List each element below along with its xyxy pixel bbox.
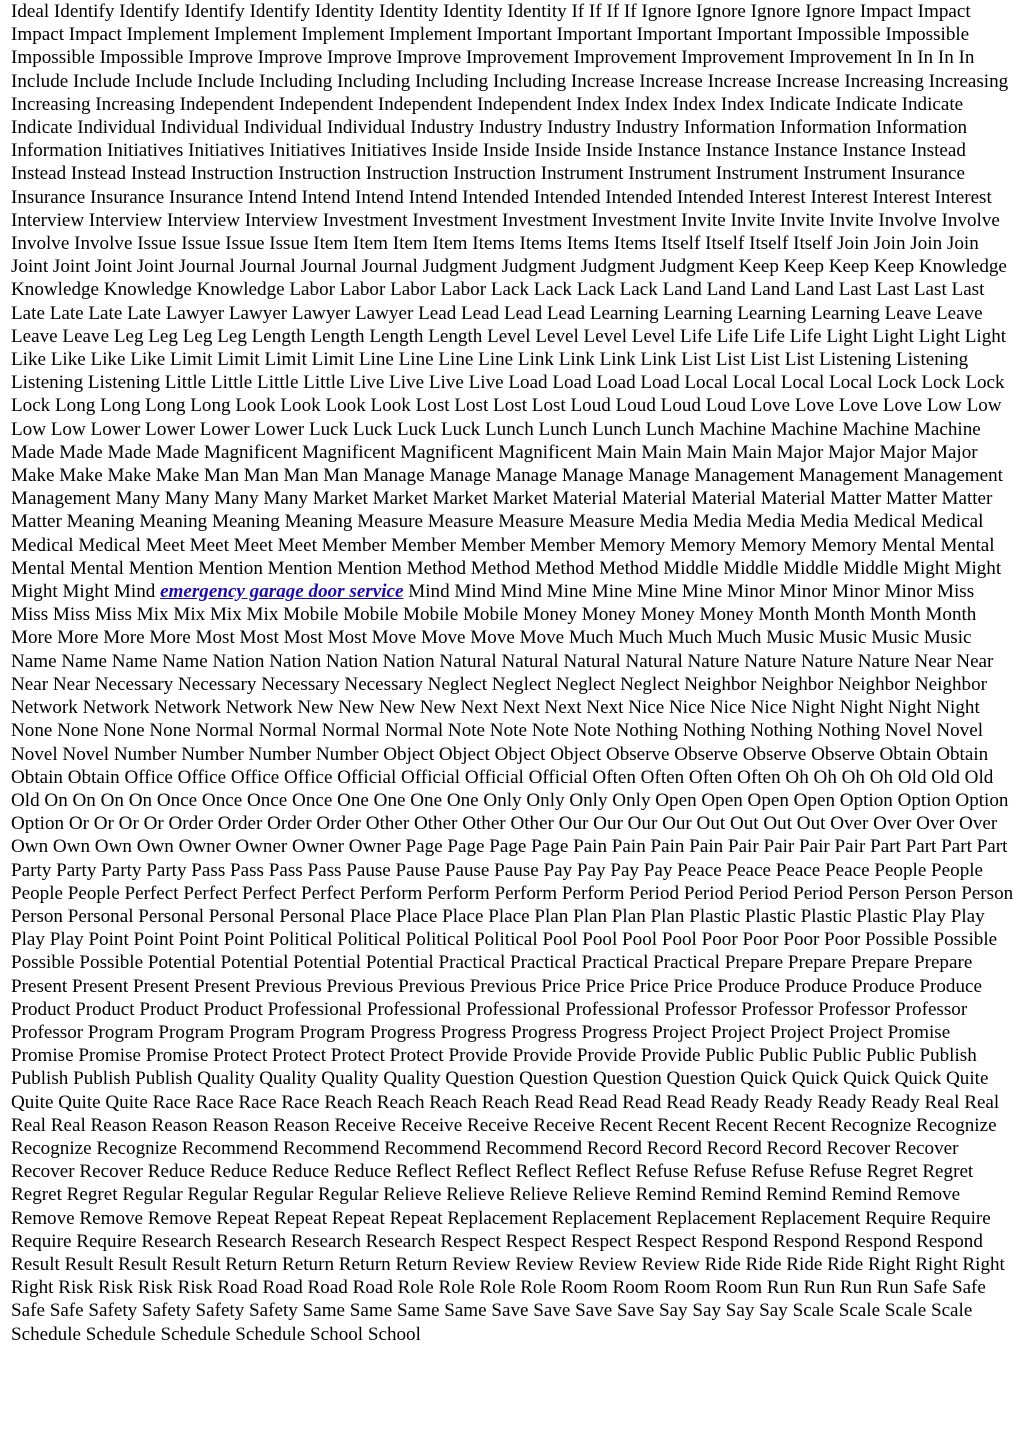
text-before-link: Ideal Identify Identify Identify Identify Identity Identity Identity Identity If If If If Ignore Ignore Ignore Ignore Impact Impact Impact Impact Implement Implement Implement Implement Important Important Important Important Impossible Impossible Impossible Impossible Improve Improve Improve Improve Improvement Improvement Improvement Improvement In In In In Include Include Include Include Including Including Including Including Increase Increase Increase Increase Increasing Increasing Increasing Increasing Independent Independent Independent Independent Index Index Index Index Indicate Indicate Indicate Indicate Individual Individual Individual Individual Industry Industry Industry Industry Information Information Information Information Initiatives Initiatives Initiatives Initiatives Inside Inside Inside Inside Instance Instance Instance Instance Instead Instead Instead Instead Instruction Instruction Instruction Instruction Instrument Instrument Instrument Instrument Insurance Insurance Insurance Insurance Intend Intend Intend Intend Intended Intended Intended Intended Interest Interest Interest Interest Interview Interview Interview Interview Investment Investment Investment Investment Invite Invite Invite Invite Involve Involve Involve Involve Issue Issue Issue Issue Item Item Item Item Items Items Items Items Itself Itself Itself Itself Join Join Join Join Joint Joint Joint Joint Journal Journal Journal Journal Judgment Judgment Judgment Judgment Keep Keep Keep Keep Knowledge Knowledge Knowledge Knowledge Labor Labor Labor Labor Lack Lack Lack Lack Land Land Land Land Last Last Last Last Late Late Late Late Lawyer Lawyer Lawyer Lawyer Lead Lead Lead Lead Learning Learning Learning Learning Leave Leave Leave Leave Leg Leg Leg Leg Length Length Length Length Level Level Level Level Life Life Life Life Light Light Light Light Like Like Like Like Limit Limit Limit Limit Line Line Line Line Link Link Link Link List List List List Listening Listening Listening Listening Little Little Little Little Live Live Live Live Load Load Load Load Local Local Local Local Lock Lock Lock Lock Long Long Long Long Look Look Look Look Lost Lost Lost Lost Loud Loud Loud Loud Love Love Love Love Low Low Low Low Lower Lower Lower Lower Luck Luck Luck Luck Lunch Lunch Lunch Lunch Machine Machine Machine Machine Made Made Made Made Magnificent Magnificent Magnificent Magnificent Main Main Main Main Major Major Major Major Make Make Make Make Man Man Man Man Manage Manage Manage Manage Manage Management Management Management Management Many Many Many Many Market Market Market Market Material Material Material Material Matter Matter Matter Matter Meaning Meaning Meaning Meaning Measure Measure Measure Measure Media Media Media Media Medical Medical Medical Medical Meet Meet Meet Meet Member Member Member Member Memory Memory Memory Memory Mental Mental Mental Mental Mention Mention Mention Mention Method Method Method Method Middle Middle Middle Middle Might Might Might Might Mind [11,1,1009,603]
emergency-garage-door-service-link[interactable]: emergency garage door service [160,581,404,603]
text-after-link: Mind Mind Mind Mine Mine Mine Mine Minor Minor Minor Minor Miss Miss Miss Miss Mix Mix Mix Mix Mobile Mobile Mobile Mobile Money Money Money Money Month Month Month Month More More More More Most Most Most Most Move Move Move Move Much Much Much Much Music Music Music Music Name Name Name Name Nation Nation Nation Nation Natural Natural Natural Natural Nature Nature Nature Nature Near Near Near Near Necessary Necessary Necessary Necessary Neglect Neglect Neglect Neglect Neighbor Neighbor Neighbor Neighbor Network Network Network Network New New New New Next Next Next Next Nice Nice Nice Nice Night Night Night Night None None None None Normal Normal Normal Normal Note Note Note Note Nothing Nothing Nothing Nothing Novel Novel Novel Novel Number Number Number Number Object Object Object Object Observe Observe Observe Observe Obtain Obtain Obtain Obtain Office Office Office Office Official Official Official Official Often Often Often Often Oh Oh Oh Oh Old Old Old Old On On On On Once Once Once Once One One One One Only Only Only Only Open Open Open Open Option Option Option Option Or Or Or Or Order Order Order Order Other Other Other Other Our Our Our Our Out Out Out Out Over Over Over Over Own Own Own Own Owner Owner Owner Owner Page Page Page Page Pain Pain Pain Pain Pair Pair Pair Pair Part Part Part Part Party Party Party Party Pass Pass Pass Pass Pause Pause Pause Pause Pay Pay Pay Pay Peace Peace Peace Peace People People People People Perfect Perfect Perfect Perfect Perform Perform Perform Perform Period Period Period Period Person Person Person Person Personal Personal Personal Personal Place Place Place Place Plan Plan Plan Plan Plastic Plastic Plastic Plastic Play Play Play Play Point Point Point Point Political Political Political Political Pool Pool Pool Pool Poor Poor Poor Poor Possible Possible Possible Possible Potential Potential Potential Potential Practical Practical Practical Practical Prepare Prepare Prepare Prepare Present Present Present Present Previous Previous Previous Previous Price Price Price Price Produce Produce Produce Produce Product Product Product Product Professional Professional Professional Professional Professor Professor Professor Professor Professor Program Program Program Program Progress Progress Progress Progress Project Project Project Project Promise Promise Promise Promise Protect Protect Protect Protect Provide Provide Provide Provide Public Public Public Public Publish Publish Publish Publish Quality Quality Quality Quality Question Question Question Question Quick Quick Quick Quick Quite Quite Quite Quite Race Race Race Race Reach Reach Reach Reach Read Read Read Read Ready Ready Ready Ready Real Real Real Real Reason Reason Reason Reason Receive Receive Receive Receive Recent Recent Recent Recent Recognize Recognize Recognize Recognize Recommend Recommend Recommend Recommend Record Record Record Record Recover Recover Recover Recover Reduce Reduce Reduce Reduce Reflect Reflect Reflect Reflect Refuse Refuse Refuse Refuse Regret Regret Regret Regret Regular Regular Regular Regular Relieve Relieve Relieve Relieve Remind Remind Remind Remind Remove Remove Remove Remove Repeat Repeat Repeat Repeat Replacement Replacement Replacement Replacement Require Require Require Require Research Research Research Research Respect Respect Respect Respect Respond Respond Respond Respond Result Result Result Result Return Return Return Return Review Review Review Review Ride Ride Ride Ride Right Right Right Right Risk Risk Risk Risk Road Road Road Road Role Role Role Role Room Room Room Room Run Run Run Run Safe Safe Safe Safe Safety Safety Safety Safety Same Same Same Same Save Save Save Save Say Say Say Say Scale Scale Scale Scale Schedule Schedule Schedule Schedule School School [11,581,1014,1345]
body-paragraph [11,0,1016,1346]
